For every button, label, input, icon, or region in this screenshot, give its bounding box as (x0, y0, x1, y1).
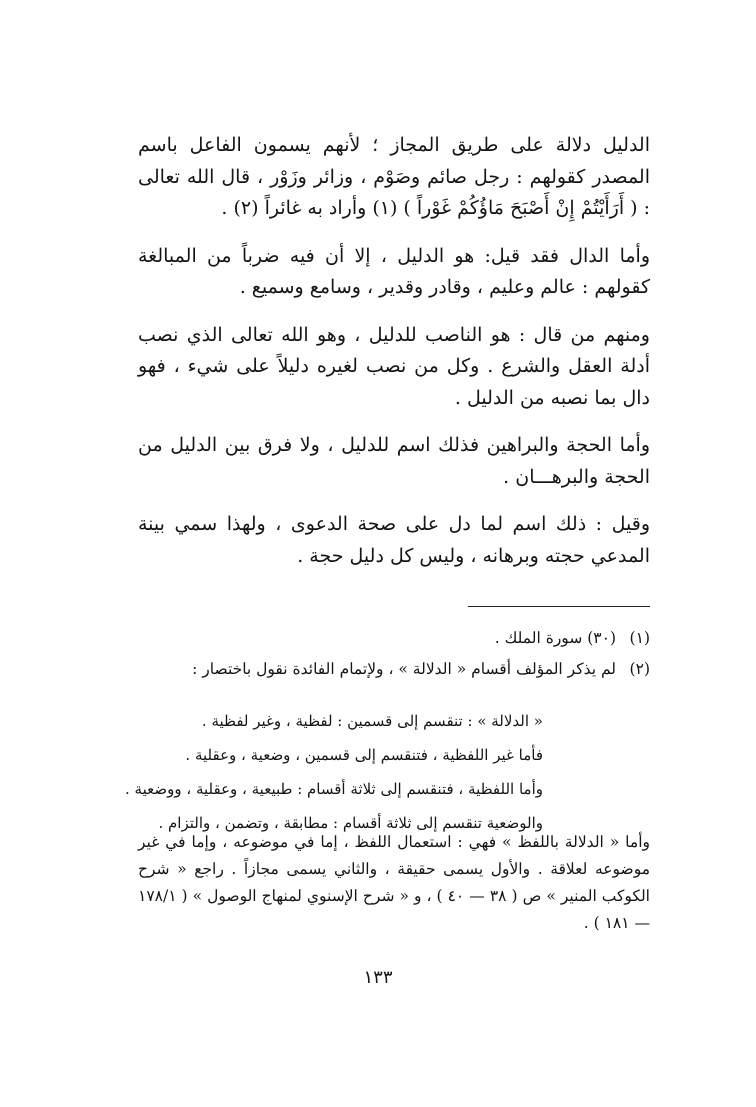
paragraph-nasib: ومنهم من قال : هو الناصب للدليل ، وهو الله تعالى الذي نصب أدلة العقل والشرع . وكل من نصب لغيره دليلاً على شيء ، فهو دال بما نصبه من الدليل . (138, 323, 650, 409)
footnote-text: لم يذكر المؤلف أقسام « الدلالة » ، ولإتمام الفائدة نقول باختصار : (192, 660, 616, 678)
division-line: فأما غير اللفظية ، فتنقسم إلى قسمين ، وضعية ، وعقلية . (185, 746, 543, 764)
dalala-divisions (125, 704, 543, 840)
footnote-text: (٣٠) سورة الملك . (494, 629, 616, 647)
paragraph-dal: وأما الدال فقد قيل: هو الدليل ، إلا أن فيه ضرباً من المبالغة كقولهم : عالم وعليم ، وقادر وقدير ، وسامع وسميع . (138, 244, 650, 298)
page-number: ١٣٣ (363, 967, 393, 988)
paragraph-hujja: وأما الحجة والبراهين فذلك اسم للدليل ، ولا فرق بين الدليل من الحجة والبرهـــان . (138, 434, 650, 488)
footnote-continuation: وأما « الدلالة باللفظ » فهي : استعمال اللفظ ، إما في موضوعه ، وإما في غير موضوعه لعلاقة . والأول يسمى حقيقة ، والثاني يسمى مجازاً . راجع « شرح الكوكب المنير » ص ( ٣٨ — ٤٠ ) ، و « شرح الإسنوي لمنهاج الوصول » ( ١٧٨/١ — ١٨١ ) . (138, 833, 650, 932)
footnote-item (138, 654, 650, 685)
paragraph-qila: وقيل : ذلك اسم لما دل على صحة الدعوى ، ولهذا سمي بينة المدعي حجته وبرهانه ، وليس كل دليل حجة . (138, 513, 650, 567)
footnote-number: (٢) (629, 660, 650, 678)
division-line: وأما اللفظية ، فتنقسم إلى ثلاثة أقسام : طبيعية ، وعقلية ، ووضعية . (125, 780, 543, 798)
footnote-divider (468, 606, 650, 607)
footnote-item (138, 623, 650, 654)
main-text (138, 130, 650, 586)
footnotes (138, 623, 650, 685)
division-line: والوضعية تنقسم إلى ثلاثة أقسام : مطابقة ، وتضمن ، والتزام . (158, 814, 543, 832)
division-line: « الدلالة » : تنقسم إلى قسمين : لفظية ، وغير لفظية . (201, 712, 543, 730)
paragraph-dalil-majaz: الدليل دلالة على طريق المجاز ؛ لأنهم يسمون الفاعل باسم المصدر كقولهم : رجل صائم وصَوْم ، وزائر وزَوْر ، قال الله تعالى : ( أَرَأَيْتُمْ إِنْ أَصْبَحَ مَاؤُكُمْ غَوْراً ) (١) وأراد به غائراً (٢) . (138, 134, 650, 219)
footnote-number: (١) (629, 629, 650, 647)
